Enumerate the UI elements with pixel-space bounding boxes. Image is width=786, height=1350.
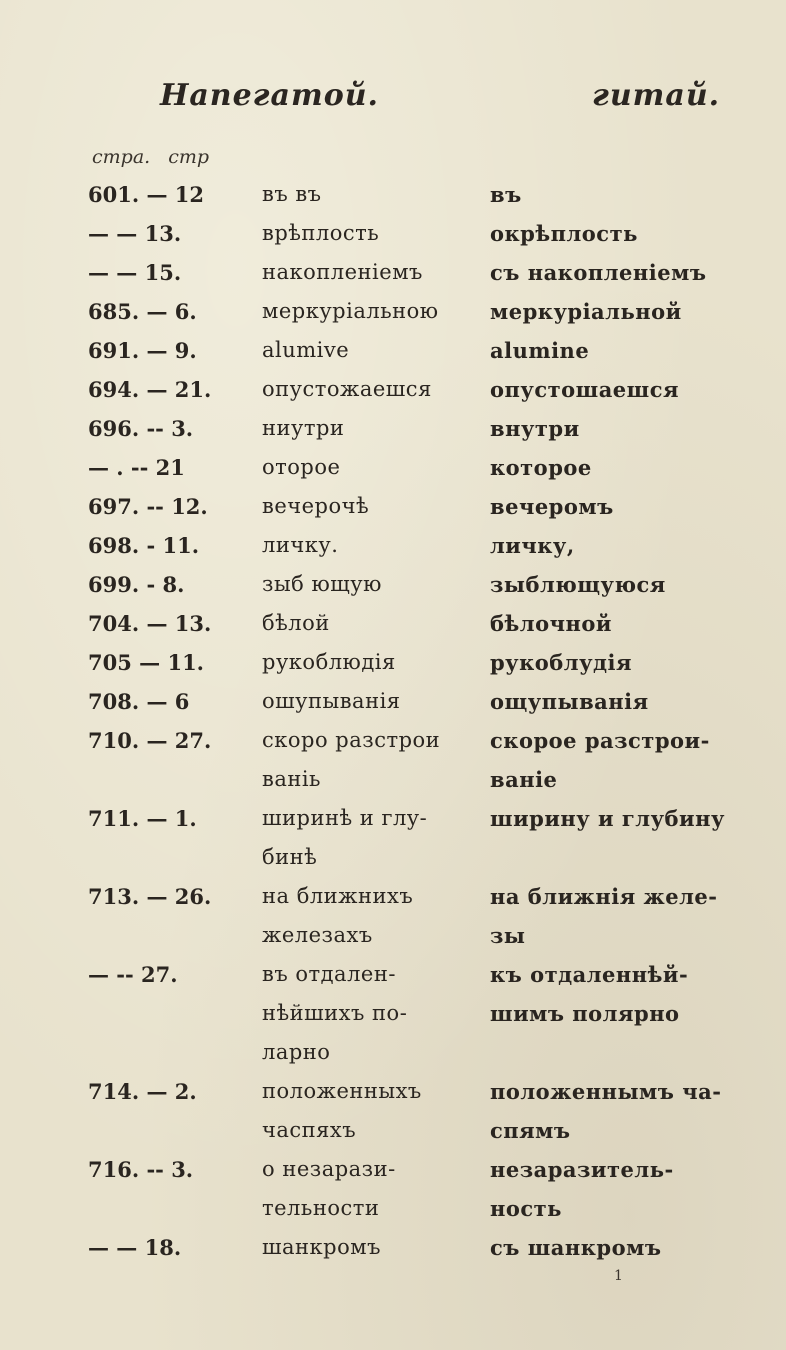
- errata-correct-text: [490, 604, 770, 643]
- errata-reference: — . -- 21: [88, 455, 185, 480]
- column-header-page: стра.: [92, 146, 151, 168]
- page-mark: 1: [614, 1268, 623, 1284]
- errata-correct-text: [490, 1072, 770, 1150]
- errata-reference: — — 18.: [88, 1235, 182, 1260]
- correct-line: окрѣплость: [490, 221, 638, 246]
- printed-line: ваніь: [262, 767, 321, 791]
- errata-correct-text: [490, 643, 770, 682]
- printed-line: часпяхъ: [262, 1118, 357, 1142]
- header-printed: Напегатой.: [160, 78, 380, 113]
- errata-correct-text: [490, 799, 770, 838]
- errata-reference: 601. — 12: [88, 182, 204, 207]
- errata-printed-text: [262, 331, 484, 370]
- errata-correct-text: [490, 370, 770, 409]
- correct-line: внутри: [490, 416, 580, 441]
- errata-correct-text: [490, 526, 770, 565]
- errata-printed-text: [262, 955, 484, 1072]
- correct-line: ность: [490, 1196, 562, 1221]
- errata-correct-text: [490, 721, 770, 799]
- errata-reference: 698. - 11.: [88, 533, 200, 558]
- printed-line: ниутри: [262, 416, 345, 440]
- correct-line: на ближнія желе-: [490, 884, 718, 909]
- printed-line: ошупыванія: [262, 689, 401, 713]
- errata-reference: 694. — 21.: [88, 377, 212, 402]
- errata-printed-text: [262, 682, 484, 721]
- errata-printed-text: [262, 643, 484, 682]
- correct-line: зы: [490, 923, 526, 948]
- errata-reference: 705 — 11.: [88, 650, 204, 675]
- errata-reference: 711. — 1.: [88, 806, 197, 831]
- errata-printed-text: [262, 721, 484, 799]
- correct-line: которое: [490, 455, 592, 480]
- printed-line: въ въ: [262, 182, 322, 206]
- errata-printed-text: [262, 175, 484, 214]
- printed-line: меркуріальною: [262, 299, 439, 323]
- errata-reference: 699. - 8.: [88, 572, 185, 597]
- errata-printed-text: [262, 799, 484, 877]
- errata-printed-text: [262, 604, 484, 643]
- errata-reference: 685. — 6.: [88, 299, 197, 324]
- correct-line: положеннымъ ча-: [490, 1079, 722, 1104]
- printed-line: нѣйшихъ по-: [262, 1001, 408, 1025]
- printed-line: бинѣ: [262, 845, 318, 869]
- errata-printed-text: [262, 565, 484, 604]
- errata-printed-text: [262, 1072, 484, 1150]
- printed-line: врѣплость: [262, 221, 380, 245]
- printed-line: вечерочѣ: [262, 494, 370, 518]
- printed-line: на ближнихъ: [262, 884, 414, 908]
- errata-reference: — — 13.: [88, 221, 182, 246]
- errata-correct-text: [490, 409, 770, 448]
- errata-reference: 704. — 13.: [88, 611, 212, 636]
- errata-correct-text: [490, 487, 770, 526]
- errata-reference: 697. -- 12.: [88, 494, 208, 519]
- errata-reference: 713. — 26.: [88, 884, 212, 909]
- column-header-line: стр: [168, 146, 210, 168]
- errata-printed-text: [262, 253, 484, 292]
- errata-printed-text: [262, 1150, 484, 1228]
- printed-line: шанкромъ: [262, 1235, 381, 1259]
- printed-line: опустожаешся: [262, 377, 432, 401]
- errata-correct-text: [490, 1150, 770, 1228]
- errata-reference: 708. — 6: [88, 689, 190, 714]
- errata-printed-text: [262, 1228, 484, 1267]
- printed-line: въ отдален-: [262, 962, 396, 986]
- correct-line: личку,: [490, 533, 575, 558]
- errata-correct-text: [490, 955, 770, 1033]
- printed-line: тельности: [262, 1196, 380, 1220]
- correct-line: съ шанкромъ: [490, 1235, 662, 1260]
- correct-line: меркуріальной: [490, 299, 682, 324]
- printed-line: alumive: [262, 338, 350, 362]
- printed-line: о незарази-: [262, 1157, 396, 1181]
- errata-reference: 691. — 9.: [88, 338, 197, 363]
- correct-line: alumine: [490, 338, 590, 363]
- errata-printed-text: [262, 214, 484, 253]
- errata-correct-text: [490, 214, 770, 253]
- errata-printed-text: [262, 370, 484, 409]
- correct-line: незаразитель-: [490, 1157, 674, 1182]
- errata-printed-text: [262, 526, 484, 565]
- correct-line: къ отдаленнѣй-: [490, 962, 689, 987]
- errata-correct-text: [490, 1228, 770, 1267]
- printed-line: ширинѣ и глу-: [262, 806, 428, 830]
- errata-reference: 696. -- 3.: [88, 416, 194, 441]
- errata-printed-text: [262, 877, 484, 955]
- errata-reference: 714. — 2.: [88, 1079, 197, 1104]
- header-read: гитай.: [592, 78, 721, 113]
- correct-line: съ накопленіемъ: [490, 260, 707, 285]
- errata-correct-text: [490, 565, 770, 604]
- printed-line: железахъ: [262, 923, 373, 947]
- correct-line: ваніе: [490, 767, 558, 792]
- errata-reference: 710. — 27.: [88, 728, 212, 753]
- errata-reference: — -- 27.: [88, 962, 178, 987]
- printed-line: рукоблюдія: [262, 650, 396, 674]
- correct-line: вечеромъ: [490, 494, 614, 519]
- errata-correct-text: [490, 292, 770, 331]
- printed-line: скоро разстрои: [262, 728, 441, 752]
- correct-line: бѣлочной: [490, 611, 612, 636]
- errata-reference: 716. -- 3.: [88, 1157, 194, 1182]
- correct-line: зыблющуюся: [490, 572, 666, 597]
- errata-correct-text: [490, 448, 770, 487]
- printed-line: зыб ющую: [262, 572, 382, 596]
- correct-line: спямъ: [490, 1118, 571, 1143]
- errata-printed-text: [262, 448, 484, 487]
- correct-line: скорое разстрои-: [490, 728, 710, 753]
- correct-line: ширину и глубину: [490, 806, 725, 831]
- correct-line: шимъ полярно: [490, 1001, 680, 1026]
- printed-line: ларно: [262, 1040, 331, 1064]
- printed-line: положенныхъ: [262, 1079, 422, 1103]
- errata-correct-text: [490, 331, 770, 370]
- correct-line: опустошаешся: [490, 377, 680, 402]
- errata-correct-text: [490, 175, 770, 214]
- errata-reference: — — 15.: [88, 260, 182, 285]
- printed-line: личку.: [262, 533, 339, 557]
- errata-printed-text: [262, 487, 484, 526]
- correct-line: рукоблудія: [490, 650, 633, 675]
- errata-printed-text: [262, 292, 484, 331]
- errata-correct-text: [490, 682, 770, 721]
- printed-line: бѣлой: [262, 611, 330, 635]
- correct-line: въ: [490, 182, 522, 207]
- errata-correct-text: [490, 877, 770, 955]
- printed-line: оторое: [262, 455, 341, 479]
- errata-printed-text: [262, 409, 484, 448]
- printed-line: накопленіемъ: [262, 260, 423, 284]
- correct-line: ощупыванія: [490, 689, 649, 714]
- column-headers: [92, 146, 221, 168]
- errata-correct-text: [490, 253, 770, 292]
